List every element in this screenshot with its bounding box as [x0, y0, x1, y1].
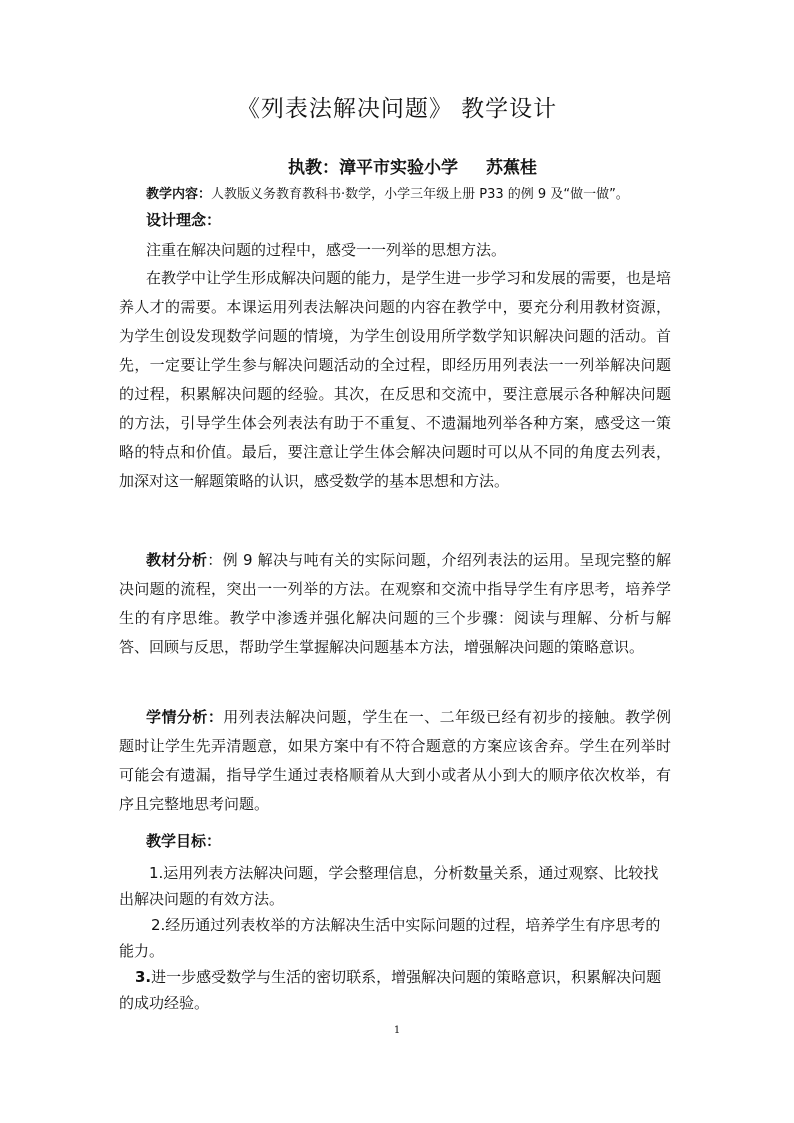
- student-analysis-text: 用列表法解决问题，学生在一、二年级已经有初步的接触。教学例题时让学生先弄清题意，如果方案中有不符合题意的方案应该舍弃。学生在列举时可能会有遗漏，指导学生通过表格顺着从大到小或者从小到大的顺序依次枚举，有序且完整地思考问题。: [119, 708, 671, 813]
- teaching-content-label: 教学内容：: [146, 187, 212, 202]
- author-label: 执教：: [288, 158, 339, 178]
- teaching-goal-2: 2.经历通过列表枚举的方法解决生活中实际问题的过程，培养学生有序思考的能力。: [119, 916, 661, 960]
- material-analysis-label: 教材分析: [146, 551, 208, 569]
- teaching-content-line: [146, 183, 629, 202]
- teaching-goal-3: [119, 964, 671, 1016]
- design-concept-line: 注重在解决问题的过程中，感受一一列举的思想方法。: [146, 241, 507, 259]
- page-number: 1: [393, 1025, 401, 1036]
- teaching-content-text: 人教版义务教育教科书·数学，小学三年级上册 P33 的例 9 及“做一做”。: [211, 187, 629, 202]
- student-analysis-label: 学情分析：: [146, 708, 224, 726]
- author-line: [288, 153, 537, 178]
- teaching-goal-1: 1.运用列表方法解决问题，学会整理信息，分析数量关系，通过观察、比较找出解决问题的有效方法。: [119, 864, 659, 908]
- design-concept-paragraph: 在教学中让学生形成解决问题的能力，是学生进一步学习和发展的需要，也是培养人才的需要。本课运用列表法解决问题的内容在教学中，要充分利用教材资源，为学生创设发现数学问题的情境，为学生创设用所学数学知识解决问题的活动。首先，一定要让学生参与解决问题活动的全过程，即经历用列表法一一列举解决问题的过程，积累解决问题的经验。其次，在反思和交流中，要注意展示各种解决问题的方法，引导学生体会列表法有助于不重复、不遗漏地列举各种方案，感受这一策略的特点和价值。最后，要注意让学生体会解决问题时可以从不同的角度去列表，加深对这一解题策略的认识，感受数学的基本思想和方法。: [119, 269, 672, 490]
- author-name: 苏蕉桂: [486, 158, 537, 178]
- teaching-goal-3-text: 进一步感受数学与生活的密切联系，增强解决问题的策略意识，积累解决问题的成功经验。: [119, 968, 662, 1012]
- teaching-goals-heading: 教学目标：: [146, 832, 222, 850]
- teaching-goal-3-number: 3.: [135, 968, 152, 986]
- material-analysis-paragraph: [119, 546, 671, 662]
- author-school: 漳平市实验小学: [339, 158, 458, 178]
- document-title: 《列表法解决问题》 教学设计: [236, 96, 558, 122]
- material-analysis-text: ：例 9 解决与吨有关的实际问题，介绍列表法的运用。呈现完整的解决问题的流程，突出一一列举的方法。在观察和交流中指导学生有序思考，培养学生的有序思维。教学中渗透并强化解决问题的三个步骤：阅读与理解、分析与解答、回顾与反思，帮助学生掌握解决问题基本方法，增强解决问题的策略意识。: [119, 551, 671, 656]
- student-analysis-paragraph: [119, 703, 671, 819]
- design-concept-heading: 设计理念：: [146, 211, 222, 229]
